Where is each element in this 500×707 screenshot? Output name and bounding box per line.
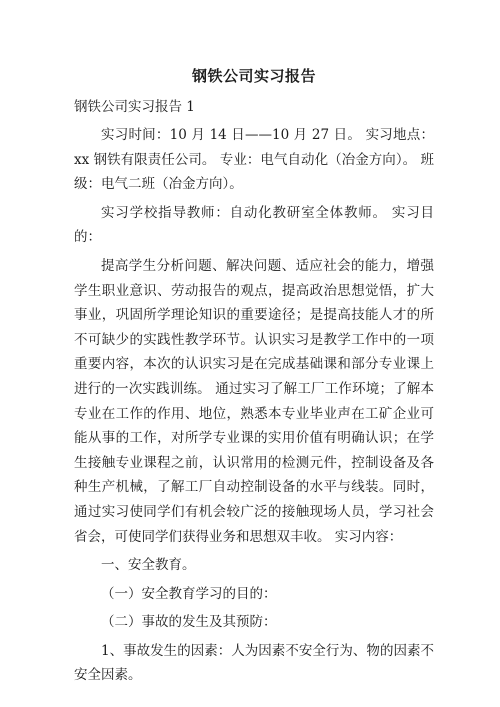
- paragraph-internship-info: 实习时间：10 月 14 日——10 月 27 日。 实习地点：xx 钢铁有限责任公司。 专业：电气自动化（冶金方向）。 班级：电气二班（冶金方向）。: [74, 127, 434, 193]
- subsection-heading-safety-purpose: （一）安全教育学习的目的：: [101, 585, 277, 602]
- document-subtitle: 钢铁公司实习报告 1: [74, 99, 195, 115]
- section-heading-safety: 一、安全教育。: [101, 557, 196, 574]
- paragraph-purpose: 提高学生分析问题、解决问题、适应社会的能力，增强学生职业意识、劳动报告的观点，提高政治思想觉悟，扩大事业，巩固所学理论知识的重要途径；是提高技能人才的所不可缺少的实践性教学环节。认识实习是教学工作中的一项重要内容，本次的认识实习是在完成基础课和部分专业课上进行的一次实践训练。 通过实习了解工厂工作环境；了解本专业在工作的作用、地位，熟悉本专业毕业声在工矿企业可能从事的工作，对所学专业课的实用价值有明确认识；在学生接触专业课程之前，认识常用的检测元件，控制设备及各种生产机械，了解工厂自动控制设备的水平与线装。同时，通过实习使同学们有机会较广泛的接触现场人员，学习社会省会，可使同学们获得业务和思想双丰收。 实习内容：: [74, 257, 434, 545]
- paragraph-instructors: 实习学校指导教师：自动化教研室全体教师。 实习目的：: [74, 204, 434, 246]
- document-title: 钢铁公司实习报告: [191, 67, 316, 85]
- paragraph-accident-factors: 1、事故发生的因素：人为因素不安全行为、物的因素不安全因素。: [74, 642, 434, 684]
- subsection-heading-accident-prevention: （二）事故的发生及其预防：: [101, 614, 277, 631]
